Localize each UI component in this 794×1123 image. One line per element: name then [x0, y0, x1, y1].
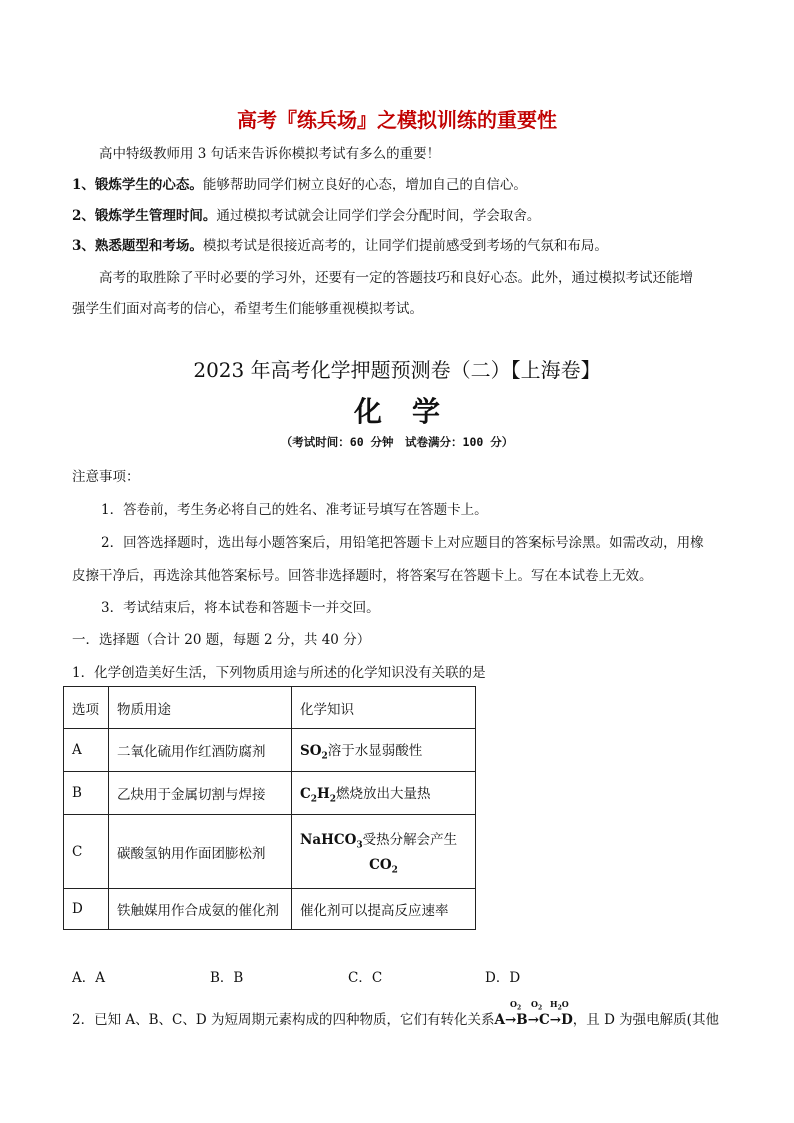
knowledge-cell	[292, 815, 476, 889]
q2-stem-start: 2．已知 A、B、C、D 为短周期元素构成的四种物质，它们有转化关系	[72, 1012, 495, 1028]
knowledge-cell	[292, 729, 476, 772]
point-text: 能够帮助同学们树立良好的心态，增加自己的自信心。	[202, 177, 527, 193]
table-row	[64, 889, 476, 930]
q1-choice-c[interactable]: C．C	[348, 970, 383, 986]
use-cell: 二氧化硫用作红酒防腐剂	[109, 729, 292, 772]
reagent-label: $H_2O$	[550, 999, 569, 1012]
intro-point-1	[72, 175, 527, 195]
option-cell: D	[64, 889, 109, 930]
intro-title: 高考『练兵场』之模拟训练的重要性	[237, 108, 557, 132]
reagent-label: $O_2$	[531, 999, 543, 1012]
q1-choice-b[interactable]: B．B	[210, 970, 244, 986]
point-head: 1、锻炼学生的心态。	[72, 177, 203, 193]
formula-sub: 2	[329, 794, 337, 805]
table-header-row	[64, 687, 476, 729]
q2-relation: A→B→C→D	[494, 1012, 573, 1028]
time-info: （考试时间：60 分钟 试卷满分：100 分）	[280, 435, 514, 449]
use-cell: 碳酸氢钠用作面团膨松剂	[109, 815, 292, 889]
knowledge-text: 燃烧放出大量热	[336, 785, 431, 802]
exam-title: 2023 年高考化学押题预测卷（二）【上海卷】	[193, 358, 601, 382]
point-text: 通过模拟考试就会让同学们学会分配时间，学会取舍。	[216, 208, 541, 224]
header-cell: 化学知识	[292, 687, 476, 729]
q1-stem: 1．化学创造美好生活，下列物质用途与所述的化学知识没有关联的是	[72, 665, 486, 681]
intro-closing-line2: 强学生们面对高考的信心，希望考生们能够重视模拟考试。	[72, 301, 423, 317]
intro-lead: 高中特级教师用 3 句话来告诉你模拟考试有多么的重要！	[99, 146, 441, 162]
use-cell: 铁触媒用作合成氨的催化剂	[109, 889, 292, 930]
formula-sub: 3	[356, 840, 363, 851]
knowledge-cell: 催化剂可以提高反应速率	[292, 889, 476, 930]
table-row	[64, 772, 476, 815]
formula: NaHCO	[300, 831, 357, 848]
point-head: 2、锻炼学生管理时间。	[72, 208, 217, 224]
formula-sub: 2	[310, 794, 318, 805]
knowledge-text: 受热分解会产生	[362, 831, 458, 848]
intro-point-3	[72, 236, 608, 256]
formula: C	[300, 785, 311, 802]
reagent-label: $O_2$	[510, 999, 522, 1012]
knowledge-text: 溶于水显弱酸性	[327, 742, 423, 759]
intro-point-2	[72, 206, 540, 226]
notice-item-2-line2: 皮擦干净后，再选涂其他答案标号。回答非选择题时，将答案写在答题卡上。写在本试卷上无效。	[72, 568, 653, 584]
formula-sub: 2	[391, 865, 398, 876]
table-row	[64, 815, 476, 889]
option-cell: C	[64, 815, 109, 889]
q1-table	[63, 686, 476, 930]
option-cell: A	[64, 729, 109, 772]
notice-heading: 注意事项：	[72, 469, 140, 485]
formula: CO	[369, 856, 392, 873]
subject-title: 化学	[353, 395, 470, 428]
formula: SO	[300, 742, 322, 759]
knowledge-cell	[292, 772, 476, 815]
notice-item-3: 3．考试结束后，将本试卷和答题卡一并交回。	[101, 600, 380, 616]
point-text: 模拟考试是很接近高考的，让同学们提前感受到考场的气氛和布局。	[202, 238, 608, 254]
section-heading: 一．选择题（合计 20 题，每题 2 分，共 40 分）	[72, 632, 371, 648]
formula-sub: 2	[321, 751, 328, 762]
q2-stem	[72, 1010, 719, 1030]
formula: H	[317, 785, 330, 802]
notice-item-2-line1: 2．回答选择题时，选出每小题答案后，用铅笔把答题卡上对应题目的答案标号涂黑。如需改动，用橡	[101, 535, 704, 551]
q1-choice-a[interactable]: A．A	[72, 970, 105, 986]
option-cell: B	[64, 772, 109, 815]
point-head: 3、熟悉题型和考场。	[72, 238, 203, 254]
q2-stem-end: ，且 D 为强电解质(其他	[572, 1012, 719, 1028]
notice-item-1: 1．答卷前，考生务必将自己的姓名、准考证号填写在答题卡上。	[101, 502, 488, 518]
q1-choice-d[interactable]: D．D	[485, 970, 521, 986]
header-cell: 选项	[64, 687, 109, 729]
header-cell: 物质用途	[109, 687, 292, 729]
intro-closing-line1: 高考的取胜除了平时必要的学习外，还要有一定的答题技巧和良好心态。此外，通过模拟考试还能增	[99, 270, 693, 286]
use-cell: 乙炔用于金属切割与焊接	[109, 772, 292, 815]
table-row	[64, 729, 476, 772]
